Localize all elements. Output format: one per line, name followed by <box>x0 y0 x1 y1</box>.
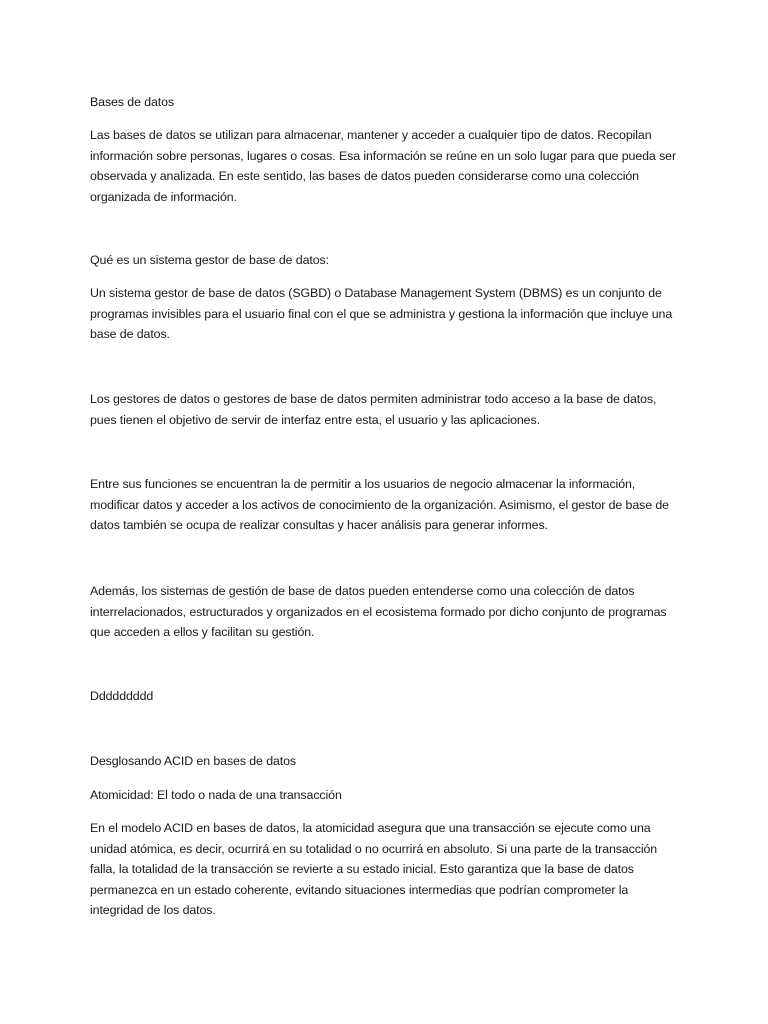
paragraph-atomicidad: En el modelo ACID en bases de datos, la atomicidad asegura que una transacción se ejecute como una unidad atómica, es decir, ocurrirá en su totalidad o no ocurrirá en absoluto. Si una parte de la transacción falla, la totalidad de la transacción se revierte a su estado inicial. Esto garantiza que la base de datos permanezca en un estado coherente, evitando situaciones intermedias que podrían comprometer la integridad de los datos. <box>90 821 658 917</box>
paragraph-bases-de-datos-intro: Las bases de datos se utilizan para almacenar, mantener y acceder a cualquier tipo de datos. Recopilan información sobre personas, lugares o cosas. Esa información se reúne en un solo lugar para que pueda ser observada y analizada. En este sentido, las bases de datos pueden considerarse como una colección organizada de información. <box>90 128 676 204</box>
text-ddddddddd: Ddddddddd <box>90 689 154 703</box>
paragraph-ademas: Además, los sistemas de gestión de base de datos pueden entenderse como una colección de datos interrelacionados, estructurados y organizados en el ecosistema formado por dicho conjunto de programas que acceden a ellos y facilitan su gestión. <box>90 584 667 639</box>
paragraph-funciones: Entre sus funciones se encuentran la de permitir a los usuarios de negocio almacenar la información, modificar datos y acceder a los activos de conocimiento de la organización. Asimismo, el gestor de base de datos también se ocupa de realizar consultas y hacer análisis para generar informes. <box>90 477 669 532</box>
heading-desglosando-acid: Desglosando ACID en bases de datos <box>90 754 297 768</box>
heading-bases-de-datos: Bases de datos <box>90 95 175 109</box>
paragraph-gestores-de-datos: Los gestores de datos o gestores de base de datos permiten administrar todo acceso a la base de datos, pues tienen el objetivo de servir de interfaz entre esta, el usuario y las aplicaciones. <box>90 392 657 427</box>
paragraph-sgbd-definition: Un sistema gestor de base de datos (SGBD) o Database Management System (DBMS) es un conjunto de programas invisibles para el usuario final con el que se administra y gestiona la información que incluye una base de datos. <box>90 286 673 341</box>
heading-sistema-gestor: Qué es un sistema gestor de base de datos: <box>90 253 329 267</box>
heading-atomicidad: Atomicidad: El todo o nada de una transacción <box>90 788 342 802</box>
